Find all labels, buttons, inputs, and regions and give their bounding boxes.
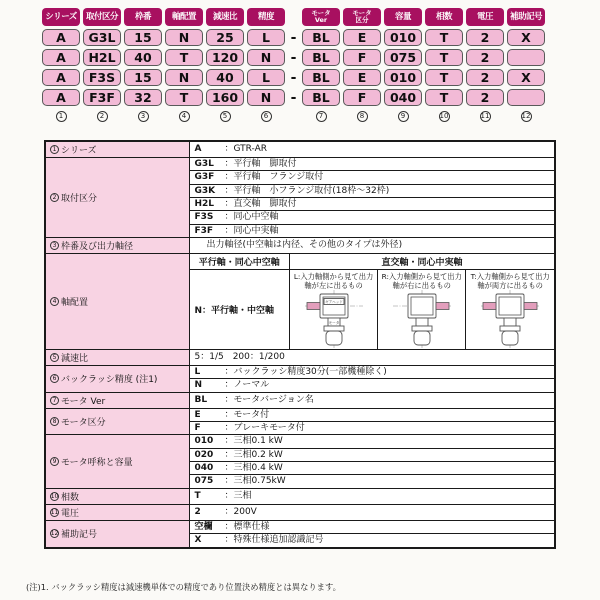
entry-desc: ：モータ付	[224, 409, 270, 420]
spec-row	[45, 392, 555, 408]
column-number: 2	[97, 111, 108, 122]
code-cell: 040	[384, 89, 422, 106]
code-column	[466, 8, 504, 123]
column-number: 9	[398, 111, 409, 122]
item-number: 9	[50, 457, 59, 466]
entry-desc: ：三相0.4 kW	[224, 463, 283, 474]
footnote: (注)1. バックラッシ精度は減速機単体での精度であり位置決め精度とは異なります。	[26, 582, 341, 592]
code-cell	[507, 49, 545, 66]
spec-content-cell	[189, 462, 555, 475]
entry-desc: ：200V	[224, 507, 257, 518]
spec-entry	[195, 199, 550, 209]
spec-entry	[195, 476, 550, 486]
code-cell: N	[165, 29, 203, 46]
model-code-table	[42, 8, 545, 123]
entry-desc: ：標準仕様	[224, 521, 270, 532]
spec-content-cell	[189, 488, 555, 504]
spec-content-cell	[189, 520, 555, 533]
entry-desc: ：モータバージョン名	[224, 395, 314, 406]
code-column	[165, 8, 203, 123]
spec-content-cell	[189, 448, 555, 461]
item-number: 12	[50, 530, 59, 538]
spec-content-cell	[189, 366, 555, 379]
axis-variant-figure	[290, 290, 377, 348]
spec-label-cell	[45, 350, 189, 366]
svg-text:ギアヘッド: ギアヘッド	[324, 300, 343, 305]
spec-label: 相数	[61, 492, 80, 503]
axis-diagram-t-icon	[480, 290, 540, 348]
code-cell: T	[425, 29, 463, 46]
spec-entry	[195, 423, 550, 433]
spec-label: バックラッシ精度 (注1)	[61, 375, 158, 386]
axis-body-row	[190, 269, 555, 349]
spec-label: 減速比	[61, 354, 89, 365]
axis-diagram-r-icon	[392, 290, 452, 348]
entry-desc: ：平行軸 小フランジ取付(18枠〜32枠)	[224, 185, 390, 196]
entry-code: T	[194, 491, 201, 502]
entry-code: E	[194, 409, 201, 420]
code-header: 電圧	[466, 8, 504, 26]
entry-desc: ：ブレーキモータ付	[224, 423, 305, 434]
axis-variant-cell	[290, 269, 378, 349]
item-number: 10	[50, 492, 59, 500]
entry-desc: 5：1/5 200：1/200	[194, 352, 285, 363]
entry-code: A	[194, 144, 202, 155]
axis-col1-header: 平行軸・同心中空軸	[190, 254, 290, 269]
column-number: 5	[220, 111, 231, 122]
spec-content-cell	[189, 475, 555, 488]
spec-entry	[195, 463, 550, 473]
code-cell: H2L	[83, 49, 121, 66]
spec-label-cell	[45, 238, 189, 254]
spec-content-cell	[189, 379, 555, 392]
code-cell: 15	[124, 29, 162, 46]
code-cell: T	[425, 49, 463, 66]
code-cell: F	[343, 89, 381, 106]
spec-content-cell	[189, 171, 555, 184]
spec-row	[45, 488, 555, 504]
axis-col2-header: 直交軸・同心中実軸	[290, 254, 555, 269]
entry-desc: 出力軸径(中空軸は内径、その他のタイプは外径)	[206, 240, 403, 251]
column-number: 1	[56, 111, 67, 122]
dash-separator: -	[290, 29, 297, 46]
spec-label: モータ呼称と容量	[61, 458, 133, 469]
code-cell: 120	[206, 49, 244, 66]
entry-desc: ：直交軸 脚取付	[224, 199, 297, 210]
axis-arrangement-table	[190, 254, 555, 349]
entry-desc: ：同心中空軸	[224, 212, 279, 223]
item-number: 4	[50, 297, 59, 306]
axis-variant-cell	[378, 269, 466, 349]
spec-label: 電圧	[61, 508, 80, 519]
entry-code: X	[194, 535, 202, 546]
code-cell: 15	[124, 69, 162, 86]
code-cell: 010	[384, 69, 422, 86]
code-column	[124, 8, 162, 123]
entry-desc: ：バックラッシ精度30分(一部機種除く)	[224, 367, 387, 378]
code-cell: N	[247, 49, 285, 66]
entry-desc: ：三相0.2 kW	[224, 449, 283, 460]
spec-row	[45, 254, 555, 350]
item-number: 11	[50, 508, 59, 516]
code-cell: E	[343, 29, 381, 46]
column-number: 12	[521, 111, 531, 120]
code-cell: A	[42, 49, 80, 66]
code-cell: 160	[206, 89, 244, 106]
code-header: 軸配置	[165, 8, 203, 26]
code-cell: F3S	[83, 69, 121, 86]
spec-row	[45, 350, 555, 366]
code-cell: BL	[302, 89, 340, 106]
spec-table	[44, 140, 556, 549]
entry-code: H2L	[194, 199, 215, 210]
spec-label-cell	[45, 158, 189, 238]
entry-code: G3F	[194, 172, 215, 183]
spec-entry	[195, 186, 550, 196]
spec-label-cell	[45, 504, 189, 520]
spec-content-cell	[189, 350, 555, 366]
entry-code: 空欄	[194, 521, 213, 532]
entry-code: G3L	[194, 159, 214, 169]
spec-content-cell	[189, 198, 555, 211]
entry-desc: ：平行軸 脚取付	[224, 159, 297, 169]
code-header: 枠番	[124, 8, 162, 26]
spec-label-cell	[45, 408, 189, 435]
entry-code: G3K	[194, 185, 216, 196]
item-number: 7	[50, 396, 59, 405]
axis-variant-figure	[466, 290, 554, 348]
code-column	[206, 8, 244, 123]
entry-code: F	[194, 423, 201, 434]
code-cell: A	[42, 29, 80, 46]
spec-content-cell	[189, 254, 555, 350]
code-cell: E	[343, 69, 381, 86]
entry-desc: ：三相	[224, 491, 252, 502]
code-cell: 2	[466, 69, 504, 86]
axis-variant-caption: R:入力軸側から見て出力軸が右に出るもの	[381, 272, 462, 291]
code-header	[343, 8, 381, 26]
code-header: 補助記号	[507, 8, 545, 26]
code-column	[302, 8, 340, 123]
item-number: 6	[50, 374, 59, 383]
spec-entry	[195, 352, 550, 362]
code-cell: F	[343, 49, 381, 66]
code-cell: T	[165, 89, 203, 106]
spec-entry	[195, 491, 550, 501]
spec-row	[45, 520, 555, 533]
entry-desc: ：GTR-AR	[224, 144, 267, 155]
column-number: 3	[138, 111, 149, 122]
spec-label: 軸配置	[61, 298, 89, 309]
column-number: 8	[357, 111, 368, 122]
code-cell: 25	[206, 29, 244, 46]
spec-content-cell	[189, 238, 555, 254]
spec-entry	[195, 507, 550, 517]
dash-separator: -	[290, 49, 297, 66]
code-column	[343, 8, 381, 123]
spec-entry	[195, 367, 550, 377]
spec-row	[45, 504, 555, 520]
spec-content-cell	[189, 141, 555, 158]
axis-variant-cell	[466, 269, 554, 349]
code-column	[247, 8, 285, 123]
item-number: 5	[50, 353, 59, 362]
code-header-line: モータ	[311, 9, 331, 18]
spec-row	[45, 366, 555, 379]
code-cell: 2	[466, 29, 504, 46]
spec-label-cell	[45, 392, 189, 408]
spec-entry	[195, 522, 550, 532]
axis-header-row	[190, 254, 555, 269]
code-header-line: 区分	[355, 16, 369, 24]
spec-content-cell	[189, 224, 555, 237]
spec-content-cell	[189, 422, 555, 435]
axis-variant-figure	[378, 290, 465, 348]
spec-entry	[195, 535, 550, 545]
entry-desc: ：ノーマル	[224, 380, 270, 391]
code-cell: 32	[124, 89, 162, 106]
code-cell: L	[247, 29, 285, 46]
code-cell: L	[247, 69, 285, 86]
entry-desc: ：三相0.1 kW	[224, 436, 283, 447]
entry-desc: ：特殊仕様追加認識記号	[224, 535, 324, 546]
code-cell: N	[247, 89, 285, 106]
code-column	[42, 8, 80, 123]
code-cell: F3F	[83, 89, 121, 106]
item-number: 3	[50, 241, 59, 250]
code-column	[425, 8, 463, 123]
spec-entry	[195, 395, 550, 405]
code-header: 容量	[384, 8, 422, 26]
code-cell: T	[165, 49, 203, 66]
code-cell: A	[42, 69, 80, 86]
code-header-line: モータ	[352, 9, 372, 18]
code-cell: 010	[384, 29, 422, 46]
code-cell: N	[165, 69, 203, 86]
column-number: 6	[261, 111, 272, 122]
spec-label-cell	[45, 141, 189, 158]
column-number: 4	[179, 111, 190, 122]
entry-code: 020	[194, 449, 214, 460]
column-number: 11	[480, 111, 490, 120]
spec-label-cell	[45, 254, 189, 350]
spec-entry	[195, 226, 550, 236]
code-separator-column	[288, 8, 299, 106]
entry-code: 075	[194, 476, 214, 487]
spec-label: 取付区分	[61, 194, 98, 205]
code-cell: BL	[302, 29, 340, 46]
code-cell: 40	[206, 69, 244, 86]
code-cell	[507, 89, 545, 106]
spec-content-cell	[189, 504, 555, 520]
spec-content-cell	[189, 408, 555, 421]
spec-entry	[195, 240, 550, 250]
spec-label: モータ区分	[61, 418, 106, 429]
code-header-line: Ver	[314, 16, 328, 24]
spec-row	[45, 141, 555, 158]
code-cell: 2	[466, 89, 504, 106]
entry-desc: ：三相0.75kW	[224, 476, 286, 487]
spec-row	[45, 408, 555, 421]
code-cell: T	[425, 69, 463, 86]
entry-code: BL	[194, 395, 208, 406]
spec-content-cell	[189, 158, 555, 171]
code-cell: X	[507, 29, 545, 46]
code-cell: T	[425, 89, 463, 106]
spec-label-cell	[45, 520, 189, 547]
spec-entry	[195, 380, 550, 390]
code-cell: X	[507, 69, 545, 86]
code-header	[302, 8, 340, 26]
spec-entry	[195, 436, 550, 446]
entry-code: F3F	[194, 225, 214, 236]
entry-code: 010	[194, 436, 214, 447]
spec-entry	[195, 172, 550, 182]
spec-entry	[195, 144, 550, 154]
axis-n-cell: N：平行軸・中空軸	[190, 269, 290, 349]
entry-code: 2	[194, 507, 201, 518]
code-header: 減速比	[206, 8, 244, 26]
entry-desc: ：平行軸 フランジ取付	[224, 172, 324, 183]
spec-row	[45, 435, 555, 448]
code-cell: BL	[302, 49, 340, 66]
axis-diagram-l-icon	[304, 290, 364, 348]
axis-variant-caption: L:入力軸側から見て出力軸が左に出るもの	[293, 272, 374, 291]
spec-entry	[195, 159, 550, 169]
code-cell: 40	[124, 49, 162, 66]
spec-row	[45, 238, 555, 254]
spec-content-cell	[189, 534, 555, 548]
entry-code: N	[194, 380, 203, 391]
code-column	[507, 8, 545, 123]
dash-separator: -	[290, 69, 297, 86]
spec-label: 枠番及び出力軸径	[61, 242, 134, 253]
spec-entry	[195, 450, 550, 460]
spec-entry	[195, 212, 550, 222]
spec-label: 補助記号	[61, 530, 98, 541]
spec-content-cell	[189, 392, 555, 408]
axis-variant-caption: T:入力軸側から見て出力軸が両方に出るもの	[470, 272, 550, 291]
entry-code: F3S	[194, 212, 214, 223]
entry-desc: ：同心中実軸	[224, 225, 279, 236]
entry-code: 040	[194, 463, 214, 474]
spec-label-cell	[45, 488, 189, 504]
entry-code: L	[194, 367, 201, 378]
code-column	[83, 8, 121, 123]
code-header: 取付区分	[83, 8, 121, 26]
spec-row	[45, 158, 555, 171]
spec-content-cell	[189, 184, 555, 197]
item-number: 8	[50, 417, 59, 426]
spec-entry	[195, 410, 550, 420]
code-header: 相数	[425, 8, 463, 26]
code-cell: A	[42, 89, 80, 106]
spec-label-cell	[45, 435, 189, 488]
item-number: 1	[50, 145, 59, 154]
spec-content-cell	[189, 435, 555, 448]
spec-content-cell	[189, 211, 555, 224]
column-number: 7	[316, 111, 327, 122]
code-cell: BL	[302, 69, 340, 86]
code-cell: 2	[466, 49, 504, 66]
item-number: 2	[50, 193, 59, 202]
code-cell: 075	[384, 49, 422, 66]
column-number: 10	[439, 111, 449, 120]
code-header: シリーズ	[42, 8, 80, 26]
spec-label: シリーズ	[61, 146, 97, 156]
spec-label: モータ Ver	[61, 396, 106, 407]
code-cell: G3L	[83, 29, 121, 46]
code-column	[384, 8, 422, 123]
svg-text:モータ: モータ	[328, 321, 339, 326]
spec-label-cell	[45, 366, 189, 393]
dash-separator: -	[290, 89, 297, 106]
code-header: 精度	[247, 8, 285, 26]
